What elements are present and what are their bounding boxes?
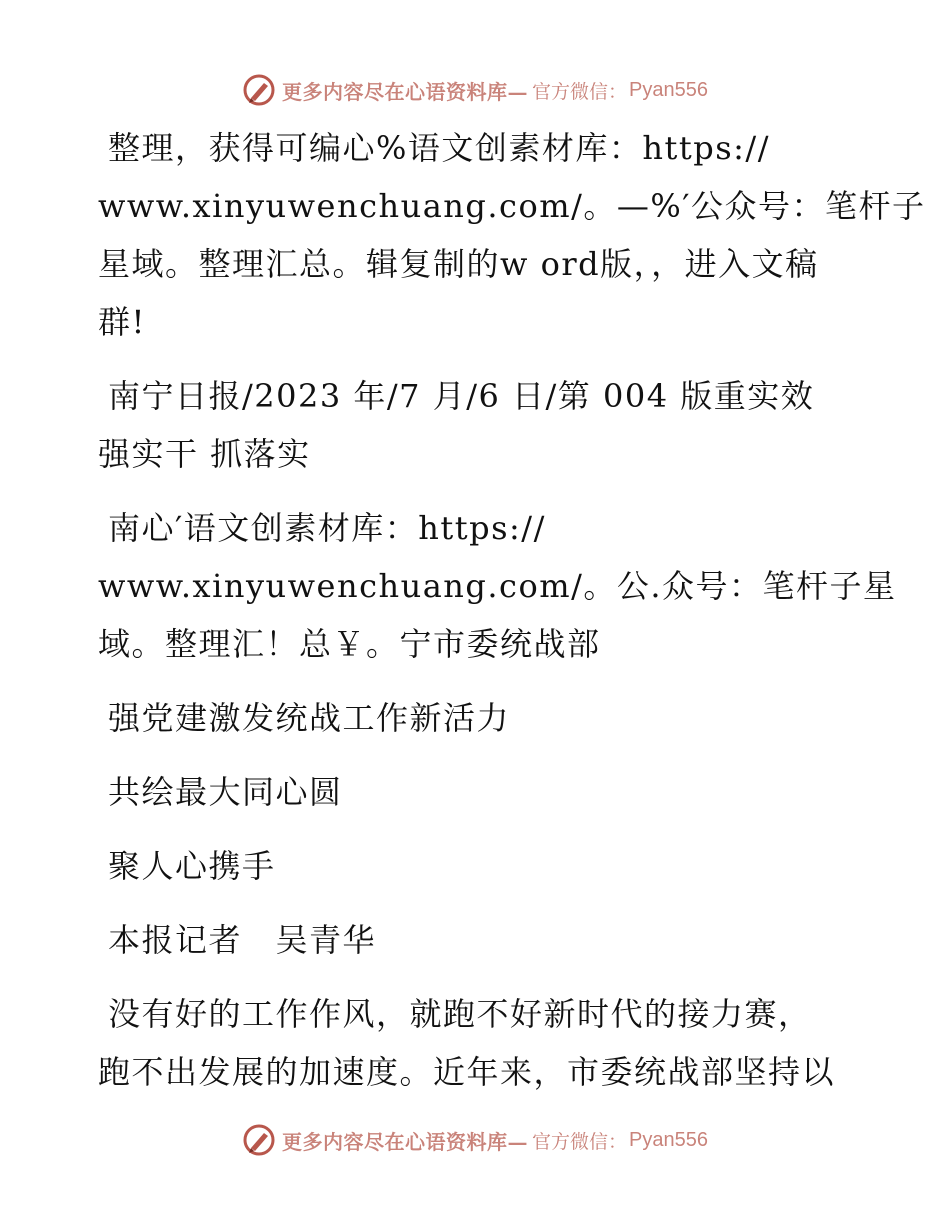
footer-watermark [0, 1120, 950, 1160]
byline: 本报记者 吴青华 [108, 921, 377, 959]
body-line: 强实干 抓落实 [98, 435, 311, 473]
pen-seal-logo-icon [242, 73, 276, 107]
watermark-wechat-id: Pyan556 [629, 78, 708, 101]
body-line: 跑不出发展的加速度。近年来，市委统战部坚持以 [98, 1053, 836, 1091]
body-line: 域。整理汇！总￥。宁市委统战部 [98, 625, 601, 663]
body-line: www.xinyuwenchuang.com/。—%′公众号：笔杆子 [98, 187, 926, 225]
body-line: 整理，获得可编心%语文创素材库：https:// [108, 129, 770, 167]
headline-line: 聚人心携手 [108, 847, 276, 885]
body-line: 星域。整理汇总。辑复制的w ord版，，进入文稿 [98, 245, 819, 283]
watermark-wechat-label: 官方微信： [532, 80, 628, 103]
headline-line: 强党建激发统战工作新活力 [108, 699, 511, 737]
watermark-text: 更多内容尽在心语资料库— [282, 1129, 528, 1154]
body-line: 南宁日报/2023 年/7 月/6 日/第 004 版重实效 [108, 377, 815, 415]
watermark-wechat-label: 官方微信： [532, 1130, 628, 1153]
body-line: 南心′语文创素材库：https:// [108, 509, 546, 547]
watermark-wechat-id: Pyan556 [629, 1128, 708, 1151]
header-watermark [0, 70, 950, 110]
pen-seal-logo-icon [242, 1123, 276, 1157]
body-line: www.xinyuwenchuang.com/。公.众号：笔杆子星 [98, 567, 897, 605]
watermark-text: 更多内容尽在心语资料库— [282, 79, 528, 104]
body-line: 没有好的工作作风，就跑不好新时代的接力赛， [108, 995, 812, 1033]
headline-line: 共绘最大同心圆 [108, 773, 343, 811]
body-line: 群! [98, 303, 146, 341]
